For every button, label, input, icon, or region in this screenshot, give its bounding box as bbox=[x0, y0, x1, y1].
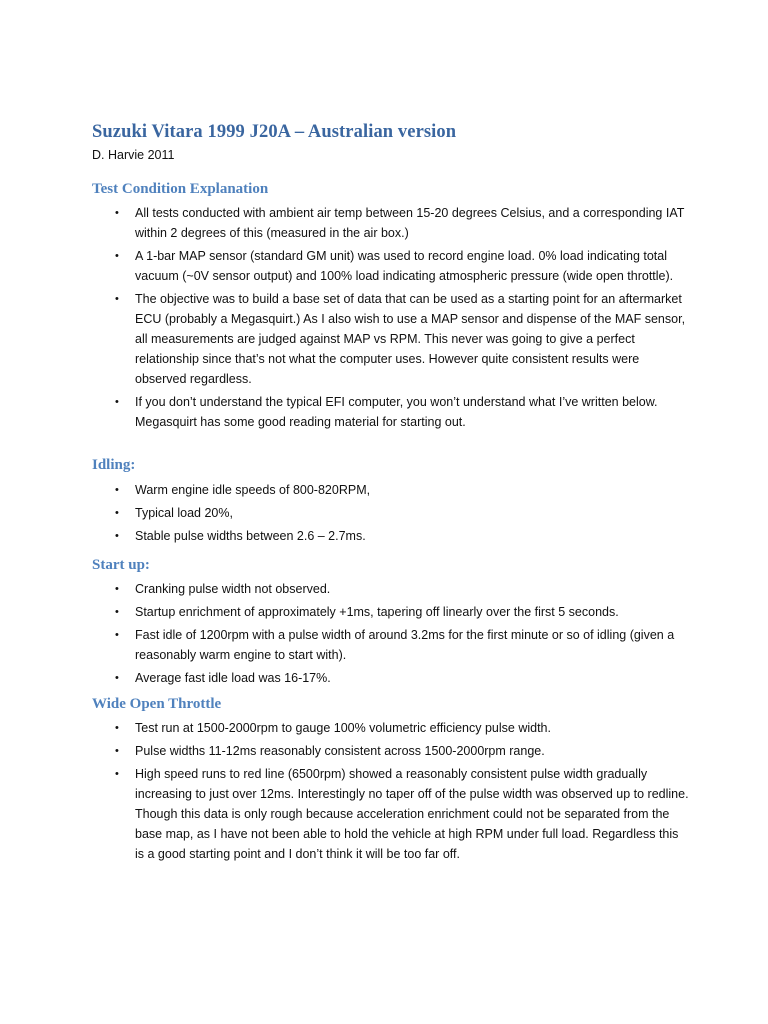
bullet-text: Warm engine idle speeds of 800-820RPM, bbox=[135, 483, 371, 497]
bullet-list-idling bbox=[92, 480, 712, 549]
list-item bbox=[92, 503, 690, 523]
bullet-icon: • bbox=[115, 583, 119, 595]
document-title: Suzuki Vitara 1999 J20A – Australian version bbox=[92, 122, 457, 142]
bullet-list-wide-open-throttle bbox=[92, 718, 712, 867]
section-heading-start-up: Start up: bbox=[92, 557, 150, 573]
list-item bbox=[92, 392, 690, 432]
bullet-text: Average fast idle load was 16-17%. bbox=[135, 671, 331, 685]
list-item bbox=[92, 764, 690, 864]
bullet-icon: • bbox=[115, 507, 119, 519]
bullet-icon: • bbox=[115, 250, 119, 262]
bullet-icon: • bbox=[115, 768, 119, 780]
section-heading-wide-open-throttle: Wide Open Throttle bbox=[92, 696, 222, 712]
list-item bbox=[92, 602, 690, 622]
bullet-text: Cranking pulse width not observed. bbox=[135, 582, 331, 596]
bullet-text: Typical load 20%, bbox=[135, 506, 233, 520]
list-item bbox=[92, 203, 690, 243]
section-heading-test-conditions: Test Condition Explanation bbox=[92, 181, 269, 197]
list-item bbox=[92, 668, 690, 688]
bullet-icon: • bbox=[115, 207, 119, 219]
list-item bbox=[92, 718, 690, 738]
section-heading-idling: Idling: bbox=[92, 457, 136, 473]
bullet-text: A 1-bar MAP sensor (standard GM unit) was used to record engine load. 0% load indicating total vacuum (~0V sensor output) and 100% load indicating atmospheric pressure (wide open throttle). bbox=[135, 249, 674, 283]
bullet-icon: • bbox=[115, 606, 119, 618]
bullet-icon: • bbox=[115, 745, 119, 757]
bullet-icon: • bbox=[115, 672, 119, 684]
list-item bbox=[92, 741, 690, 761]
bullet-text: High speed runs to red line (6500rpm) showed a reasonably consistent pulse width gradually increasing to just over 12ms. Interestingly no taper off of the pulse width was observed up to redline. Though this data is only rough because acceleration enrichment could not be separated from the base map, as I have not been able to hold the vehicle at high RPM under full load. Regardless this is a good starting point and I don’t think it will be too far off. bbox=[135, 767, 689, 861]
document-author: D. Harvie 2011 bbox=[92, 148, 175, 162]
bullet-list-test-conditions bbox=[92, 203, 712, 435]
bullet-text: All tests conducted with ambient air temp between 15-20 degrees Celsius, and a corresponding IAT within 2 degrees of this (measured in the air box.) bbox=[135, 206, 685, 240]
bullet-icon: • bbox=[115, 396, 119, 408]
list-item bbox=[92, 289, 690, 389]
bullet-icon: • bbox=[115, 530, 119, 542]
bullet-text: Stable pulse widths between 2.6 – 2.7ms. bbox=[135, 529, 366, 543]
bullet-list-start-up bbox=[92, 579, 712, 691]
list-item bbox=[92, 625, 690, 665]
bullet-text: If you don’t understand the typical EFI computer, you won’t understand what I’ve written below. Megasquirt has some good reading material for starting out. bbox=[135, 395, 658, 429]
bullet-text: Pulse widths 11-12ms reasonably consistent across 1500-2000rpm range. bbox=[135, 744, 545, 758]
bullet-icon: • bbox=[115, 484, 119, 496]
bullet-icon: • bbox=[115, 629, 119, 641]
list-item bbox=[92, 526, 690, 546]
list-item bbox=[92, 480, 690, 500]
bullet-icon: • bbox=[115, 722, 119, 734]
list-item bbox=[92, 246, 690, 286]
bullet-icon: • bbox=[115, 293, 119, 305]
bullet-text: Startup enrichment of approximately +1ms, tapering off linearly over the first 5 seconds. bbox=[135, 605, 619, 619]
bullet-text: Test run at 1500-2000rpm to gauge 100% volumetric efficiency pulse width. bbox=[135, 721, 551, 735]
bullet-text: The objective was to build a base set of data that can be used as a starting point for an aftermarket ECU (probably a Megasquirt.) As I also wish to use a MAP sensor and dispense of the MAF sensor, all measurements are judged against MAP vs RPM. This never was going to give a perfect relationship since that’s not what the computer uses. However quite consistent results were observed regardless. bbox=[135, 292, 686, 386]
list-item bbox=[92, 579, 690, 599]
bullet-text: Fast idle of 1200rpm with a pulse width of around 3.2ms for the first minute or so of idling (given a reasonably warm engine to start with). bbox=[135, 628, 675, 662]
